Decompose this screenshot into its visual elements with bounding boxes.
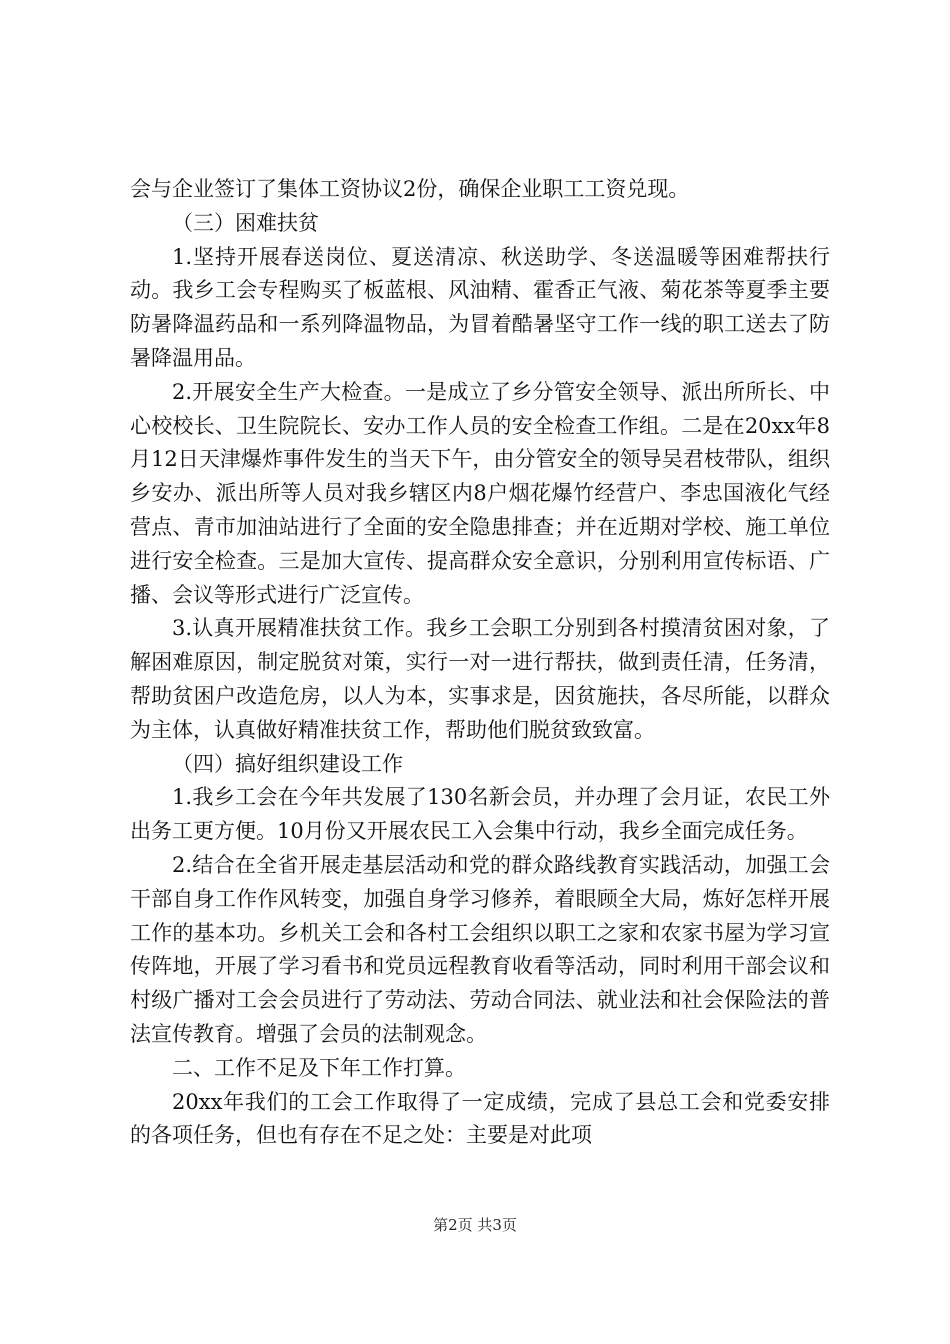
paragraph-org-item-2: 2.结合在全省开展走基层活动和党的群众路线教育实践活动，加强工会干部自身工作作风转变，加强自身学习修养，着眼顾全大局，炼好怎样开展工作的基本功。乡机关工会和各村工会组织以职工之家和农家书屋为学习宣传阵地，开展了学习看书和党员远程教育收看等活动，同时利用干部会议和村级广播对工会会员进行了劳动法、劳动合同法、就业法和社会保险法的普法宣传教育。增强了会员的法制观念。 bbox=[130, 852, 830, 1046]
section-heading-organization: （四）搞好组织建设工作 bbox=[172, 751, 403, 776]
paragraph-continuation: 会与企业签订了集体工资协议2份，确保企业职工工资兑现。 bbox=[130, 177, 690, 201]
paragraph-shortcomings: 20xx年我们的工会工作取得了一定成绩，完成了县总工会和党委安排的各项任务，但也有存在不足之处：主要是对此项 bbox=[130, 1089, 830, 1148]
section-heading-shortcomings: 二、工作不足及下年工作打算。 bbox=[172, 1055, 466, 1080]
paragraph-item-3: 3.认真开展精准扶贫工作。我乡工会职工分别到各村摸清贫困对象，了解困难原因，制定脱贫对策，实行一对一进行帮扶，做到责任清，任务清，帮助贫困户改造危房，以人为本，实事求是，因贫施扶，各尽所能，以群众为主体，认真做好精准扶贫工作，帮助他们脱贫致致富。 bbox=[130, 616, 830, 742]
paragraph-item-2: 2.开展安全生产大检查。一是成立了乡分管安全领导、派出所所长、中心校校长、卫生院院长、安办工作人员的安全检查工作组。二是在20xx年8月12日天津爆炸事件发生的当天下午，由分管安全的领导吴君枝带队，组织乡安办、派出所等人员对我乡辖区内8户烟花爆竹经营户、李忠国液化气经营点、青市加油站进行了全面的安全隐患排查；并在近期对学校、施工单位进行安全检查。三是加大宣传、提高群众安全意识，分别利用宣传标语、广播、会议等形式进行广泛宣传。 bbox=[130, 379, 830, 607]
section-heading-poverty-relief: （三）困难扶贫 bbox=[172, 210, 319, 235]
document-body bbox=[130, 173, 830, 1153]
page-number-footer: 第2页 共3页 bbox=[433, 1216, 517, 1234]
paragraph-org-item-1: 1.我乡工会在今年共发展了130名新会员，并办理了会月证，农民工外出务工更方便。10月份又开展农民工入会集中行动，我乡全面完成任务。 bbox=[130, 785, 830, 844]
paragraph-item-1: 1.坚持开展春送岗位、夏送清凉、秋送助学、冬送温暖等困难帮扶行动。我乡工会专程购买了板蓝根、风油精、霍香正气液、菊花茶等夏季主要防暑降温药品和一系列降温物品，为冒着酷暑坚守工作一线的职工送去了防暑降温用品。 bbox=[130, 244, 830, 370]
